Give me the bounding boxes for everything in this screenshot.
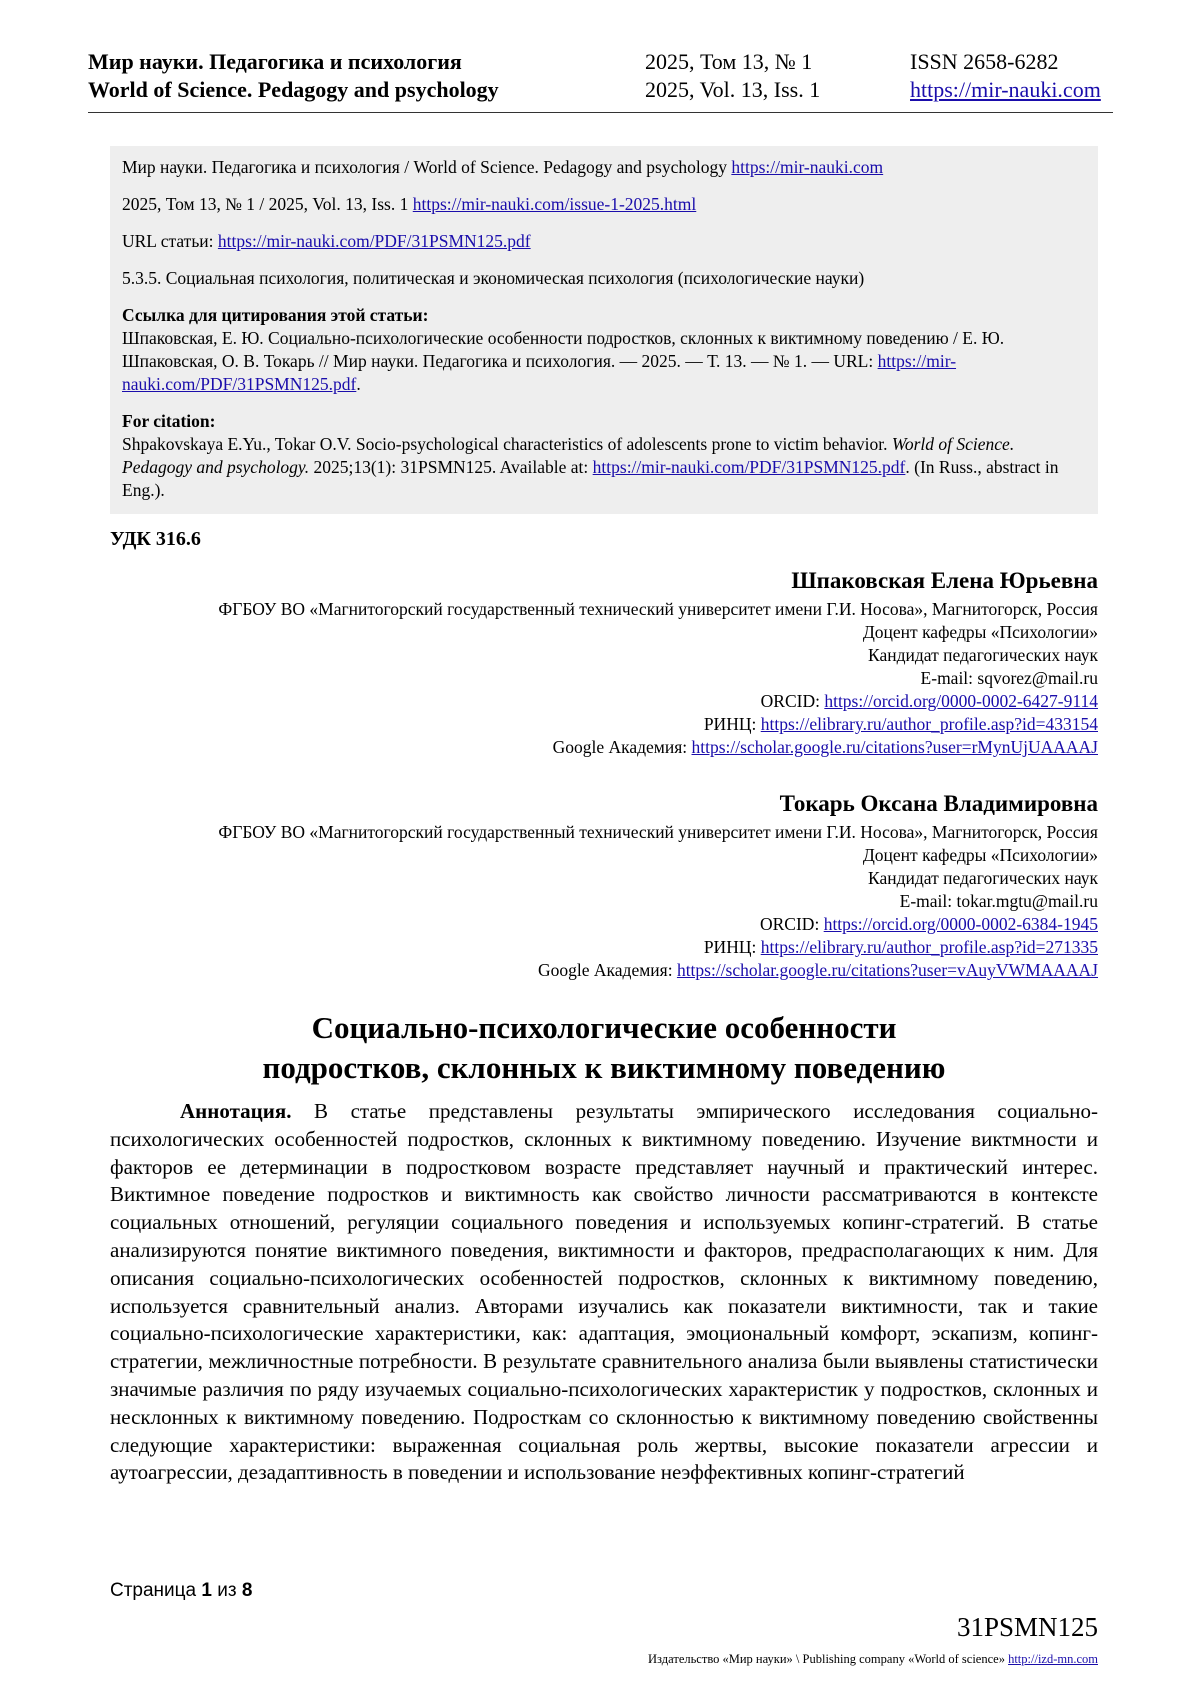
article-title	[110, 1008, 1098, 1088]
author-orcid	[218, 690, 1098, 713]
info-journal-line	[122, 156, 1086, 179]
cite-en-journal: World of Science. Pedagogy and psychology.	[122, 434, 1015, 477]
scholar-label: Google Академия:	[552, 737, 692, 757]
author-degree: Кандидат педагогических наук	[868, 868, 1098, 888]
abstract-text: В статье представлены результаты эмпирического исследования социально-психологических особенностей подростков, склонных к виктимному поведению. Изучение виктмности и факторов ее детерминации в подростковом возрасте представляет научный и практический интерес. Виктимное поведение подростков и виктимность как свойство личности рассматриваются в контексте социальных отношений, регуляции социального поведения и используемых копинг-стратегий. В статье анализируются понятие виктимного поведения, виктимности и факторов, предрасполагающих к ним. Для описания социально-психологических особенностей подростков, склонных к виктимному поведению, используется сравнительный анализ. Авторами изучались как показатели виктимности, так и такие социально-психологические характеристики, как: адаптация, эмоциональный комфорт, эскапизм, копинг-стратегии, межличностные потребности. В результате сравнительного анализа были выявлены статистически значимые различия по ряду изучаемых социально-психологических характеристик у подростков, склонных и несклонных к виктимному поведению. Подросткам со склонностью к виктимному поведению свойственны следующие характеристики: выраженная социальная роль жертвы, высокие показатели агрессии и аутоагрессии, дезадаптивность в поведении и использование неэффективных копинг-стратегий	[110, 1099, 1098, 1485]
cite-en-body2: 2025;13(1): 31PSMN125. Available at:	[309, 457, 593, 477]
orcid-link[interactable]: https://orcid.org/0000-0002-6384-1945	[823, 914, 1098, 934]
scholar-link[interactable]: https://scholar.google.ru/citations?user=vAuyVWMAAAAJ	[676, 960, 1098, 980]
scholar-link[interactable]: https://scholar.google.ru/citations?user=rMynUjUAAAAJ	[691, 737, 1098, 757]
scholar-label: Google Академия:	[538, 960, 677, 980]
cite-ru-text	[122, 327, 1086, 396]
author-name: Шпаковская Елена Юрьевна	[791, 568, 1098, 593]
author-name: Токарь Оксана Владимировна	[779, 791, 1098, 816]
cite-ru-end: .	[356, 374, 361, 394]
info-specialty: 5.3.5. Социальная психология, политическая и экономическая психология (психологические науки)	[122, 268, 865, 288]
orcid-label: ORCID:	[760, 914, 824, 934]
issn: ISSN 2658-6282	[910, 49, 1059, 74]
cite-en-text	[122, 433, 1086, 502]
article-id: 31PSMN125	[956, 1612, 1098, 1642]
author-position: Доцент кафедры «Психологии»	[862, 845, 1098, 865]
journal-title-en: World of Science. Pedagogy and psychology	[88, 77, 499, 102]
citation-info-box	[110, 146, 1098, 514]
issue-en: 2025, Vol. 13, Iss. 1	[645, 77, 821, 102]
cite-en-label	[122, 410, 1086, 433]
author-scholar	[218, 959, 1098, 982]
publisher-line	[648, 1652, 1098, 1667]
author-position: Доцент кафедры «Психологии»	[862, 622, 1098, 642]
author-rinc	[218, 936, 1098, 959]
udk-code: УДК 316.6	[110, 528, 201, 550]
info-journal-link[interactable]: https://mir-nauki.com	[731, 157, 884, 177]
author-scholar	[218, 736, 1098, 759]
info-article-link[interactable]: https://mir-nauki.com/PDF/31PSMN125.pdf	[217, 231, 531, 251]
issue-ru: 2025, Том 13, № 1	[645, 49, 813, 74]
orcid-link[interactable]: https://orcid.org/0000-0002-6427-9114	[824, 691, 1098, 711]
info-issue-link[interactable]: https://mir-nauki.com/issue-1-2025.html	[412, 194, 697, 214]
orcid-label: ORCID:	[760, 691, 825, 711]
publisher-link[interactable]: http://izd-mn.com	[1008, 1652, 1098, 1666]
author-orcid	[218, 913, 1098, 936]
author-rinc	[218, 713, 1098, 736]
page-number	[110, 1580, 252, 1602]
rinc-label: РИНЦ:	[703, 937, 761, 957]
author-block-2	[218, 787, 1098, 982]
cite-en-link[interactable]: https://mir-nauki.com/PDF/31PSMN125.pdf	[592, 457, 906, 477]
journal-title-ru: Мир науки. Педагогика и психология	[88, 49, 462, 74]
cite-ru-body: Шпаковская, Е. Ю. Социально-психологические особенности подростков, склонных к виктимному поведению / Е. Ю. Шпаковская, О. В. Токарь // Мир науки. Педагогика и психология. — 2025. — Т. 13. — № 1. — URL:	[122, 328, 1005, 371]
abstract-label: Аннотация.	[180, 1099, 292, 1123]
rinc-link[interactable]: https://elibrary.ru/author_profile.asp?id=271335	[760, 937, 1098, 957]
author-block-1	[218, 564, 1098, 759]
page-current: 1	[201, 1580, 212, 1601]
page-total: 8	[241, 1580, 253, 1601]
info-url-label: URL статьи:	[122, 231, 218, 251]
page-label: Страница	[110, 1580, 202, 1601]
info-issue-text: 2025, Том 13, № 1 / 2025, Vol. 13, Iss. 1	[122, 194, 413, 214]
cite-en-body3: . (In Russ., abstract in Eng.).	[122, 457, 1059, 500]
article-title-line-2: подростков, склонных к виктимному поведению	[262, 1050, 946, 1085]
cite-ru-link[interactable]: https://mir-nauki.com/PDF/31PSMN125.pdf	[122, 351, 957, 394]
cite-ru-label	[122, 304, 1086, 327]
info-issue-line	[122, 193, 1086, 216]
journal-site-link[interactable]: https://mir-nauki.com	[910, 77, 1101, 102]
cite-en-label-text: For citation:	[122, 411, 216, 431]
author-email: E-mail: tokar.mgtu@mail.ru	[899, 891, 1098, 911]
info-journal-text: Мир науки. Педагогика и психология / World of Science. Pedagogy and psychology	[122, 157, 732, 177]
info-url-line	[122, 230, 1086, 253]
author-affiliation: ФГБОУ ВО «Магнитогорский государственный технический университет имени Г.И. Носова», Магнитогорск, Россия	[218, 599, 1098, 619]
article-title-line-1: Социально-психологические особенности	[311, 1010, 897, 1045]
cite-en-body1: Shpakovskaya E.Yu., Tokar O.V. Socio-psychological characteristics of adolescents prone to victim behavior.	[122, 434, 892, 454]
header-divider	[88, 112, 1113, 113]
abstract	[110, 1098, 1098, 1487]
cite-ru-label-text: Ссылка для цитирования этой статьи:	[122, 305, 429, 325]
author-email: E-mail: sqvorez@mail.ru	[920, 668, 1098, 688]
rinc-link[interactable]: https://elibrary.ru/author_profile.asp?id=433154	[760, 714, 1098, 734]
page-of: из	[211, 1580, 242, 1601]
author-affiliation: ФГБОУ ВО «Магнитогорский государственный технический университет имени Г.И. Носова», Магнитогорск, Россия	[218, 822, 1098, 842]
publisher-text: Издательство «Мир науки» \ Publishing company «World of science»	[648, 1652, 1009, 1666]
author-degree: Кандидат педагогических наук	[868, 645, 1098, 665]
rinc-label: РИНЦ:	[703, 714, 761, 734]
